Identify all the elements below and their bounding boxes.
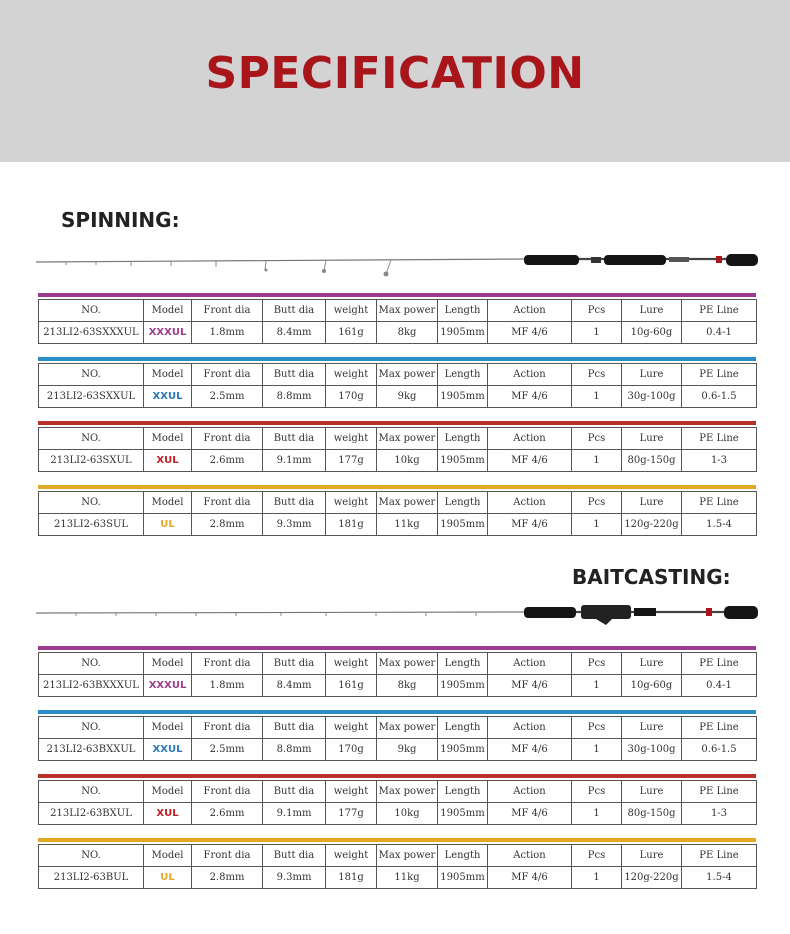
cell-no: 213LI2-63BXUL (39, 803, 144, 825)
col-header-max-power: Max power (377, 364, 438, 386)
col-header-action: Action (488, 653, 572, 675)
table-accent-bar (38, 421, 756, 425)
col-header-length: Length (438, 492, 488, 514)
cell-no: 213LI2-63BXXXUL (39, 675, 144, 697)
table-header-row (39, 428, 757, 450)
baitcasting-table-xul (38, 774, 756, 825)
cell-action: MF 4/6 (488, 514, 572, 536)
table-header-row (39, 364, 757, 386)
cell-lure: 10g-60g (622, 675, 682, 697)
table-row (39, 739, 757, 761)
table-header-row (39, 492, 757, 514)
col-header-weight: weight (326, 653, 377, 675)
spinning-table-xxul (38, 357, 756, 408)
col-header-no: NO. (39, 300, 144, 322)
col-header-pe-line: PE Line (682, 781, 757, 803)
spec-table (38, 299, 757, 344)
cell-front-dia: 2.8mm (192, 867, 263, 889)
cell-action: MF 4/6 (488, 386, 572, 408)
cell-no: 213LI2-63BXXUL (39, 739, 144, 761)
cell-lure: 120g-220g (622, 867, 682, 889)
col-header-lure: Lure (622, 845, 682, 867)
col-header-weight: weight (326, 300, 377, 322)
col-header-action: Action (488, 428, 572, 450)
col-header-length: Length (438, 781, 488, 803)
col-header-front-dia: Front dia (192, 492, 263, 514)
col-header-pcs: Pcs (572, 364, 622, 386)
cell-front-dia: 2.6mm (192, 450, 263, 472)
col-header-weight: weight (326, 492, 377, 514)
col-header-butt-dia: Butt dia (263, 653, 326, 675)
col-header-no: NO. (39, 845, 144, 867)
cell-lure: 10g-60g (622, 322, 682, 344)
baitcasting-rod-illustration (36, 599, 758, 629)
col-header-butt-dia: Butt dia (263, 845, 326, 867)
col-header-no: NO. (39, 717, 144, 739)
table-row (39, 803, 757, 825)
cell-pcs: 1 (572, 450, 622, 472)
cell-pe-line: 0.4-1 (682, 322, 757, 344)
cell-max-power: 9kg (377, 739, 438, 761)
spinning-table-xxxul (38, 293, 756, 344)
page-title: SPECIFICATION (205, 48, 585, 99)
cell-model: XXXUL (144, 675, 192, 697)
cell-length: 1905mm (438, 322, 488, 344)
col-header-butt-dia: Butt dia (263, 428, 326, 450)
cell-pcs: 1 (572, 386, 622, 408)
col-header-no: NO. (39, 428, 144, 450)
col-header-weight: weight (326, 428, 377, 450)
col-header-butt-dia: Butt dia (263, 717, 326, 739)
cell-pcs: 1 (572, 739, 622, 761)
cell-action: MF 4/6 (488, 739, 572, 761)
col-header-weight: weight (326, 364, 377, 386)
cell-max-power: 10kg (377, 450, 438, 472)
cell-model: XXXUL (144, 322, 192, 344)
cell-weight: 181g (326, 514, 377, 536)
col-header-model: Model (144, 428, 192, 450)
col-header-max-power: Max power (377, 653, 438, 675)
cell-butt-dia: 9.1mm (263, 803, 326, 825)
table-row (39, 867, 757, 889)
col-header-no: NO. (39, 364, 144, 386)
cell-model: XXUL (144, 386, 192, 408)
table-header-row (39, 300, 757, 322)
table-row (39, 322, 757, 344)
col-header-lure: Lure (622, 653, 682, 675)
cell-pe-line: 1-3 (682, 803, 757, 825)
cell-no: 213LI2-63SUL (39, 514, 144, 536)
cell-front-dia: 2.5mm (192, 386, 263, 408)
cell-front-dia: 2.8mm (192, 514, 263, 536)
spec-table (38, 780, 757, 825)
cell-max-power: 8kg (377, 675, 438, 697)
cell-front-dia: 2.5mm (192, 739, 263, 761)
cell-action: MF 4/6 (488, 675, 572, 697)
cell-pcs: 1 (572, 675, 622, 697)
col-header-pcs: Pcs (572, 428, 622, 450)
table-accent-bar (38, 774, 756, 778)
baitcasting-section-title: BAITCASTING: (572, 565, 731, 589)
cell-model: UL (144, 867, 192, 889)
col-header-action: Action (488, 781, 572, 803)
col-header-max-power: Max power (377, 845, 438, 867)
col-header-model: Model (144, 300, 192, 322)
table-accent-bar (38, 710, 756, 714)
col-header-action: Action (488, 845, 572, 867)
cell-no: 213LI2-63SXUL (39, 450, 144, 472)
col-header-model: Model (144, 492, 192, 514)
table-accent-bar (38, 838, 756, 842)
spinning-table-ul (38, 485, 756, 536)
col-header-front-dia: Front dia (192, 364, 263, 386)
cell-action: MF 4/6 (488, 867, 572, 889)
col-header-action: Action (488, 364, 572, 386)
cell-no: 213LI2-63SXXUL (39, 386, 144, 408)
col-header-pe-line: PE Line (682, 845, 757, 867)
cell-lure: 30g-100g (622, 739, 682, 761)
cell-max-power: 10kg (377, 803, 438, 825)
col-header-length: Length (438, 428, 488, 450)
col-header-model: Model (144, 653, 192, 675)
cell-pe-line: 0.6-1.5 (682, 386, 757, 408)
table-row (39, 514, 757, 536)
col-header-action: Action (488, 300, 572, 322)
cell-pcs: 1 (572, 322, 622, 344)
col-header-lure: Lure (622, 364, 682, 386)
col-header-butt-dia: Butt dia (263, 364, 326, 386)
col-header-model: Model (144, 364, 192, 386)
spinning-section-title: SPINNING: (61, 208, 180, 232)
cell-butt-dia: 8.8mm (263, 739, 326, 761)
cell-weight: 161g (326, 322, 377, 344)
cell-length: 1905mm (438, 867, 488, 889)
cell-no: 213LI2-63SXXXUL (39, 322, 144, 344)
col-header-pe-line: PE Line (682, 428, 757, 450)
cell-length: 1905mm (438, 803, 488, 825)
cell-pcs: 1 (572, 803, 622, 825)
cell-weight: 177g (326, 450, 377, 472)
cell-length: 1905mm (438, 450, 488, 472)
col-header-length: Length (438, 845, 488, 867)
cell-model: XXUL (144, 739, 192, 761)
spec-table (38, 363, 757, 408)
cell-lure: 80g-150g (622, 450, 682, 472)
cell-length: 1905mm (438, 386, 488, 408)
cell-butt-dia: 8.4mm (263, 675, 326, 697)
cell-lure: 80g-150g (622, 803, 682, 825)
cell-pe-line: 1-3 (682, 450, 757, 472)
col-header-pe-line: PE Line (682, 364, 757, 386)
col-header-max-power: Max power (377, 492, 438, 514)
cell-front-dia: 1.8mm (192, 675, 263, 697)
cell-action: MF 4/6 (488, 450, 572, 472)
spinning-table-xul (38, 421, 756, 472)
col-header-front-dia: Front dia (192, 300, 263, 322)
col-header-max-power: Max power (377, 717, 438, 739)
col-header-pe-line: PE Line (682, 653, 757, 675)
col-header-pe-line: PE Line (682, 492, 757, 514)
table-accent-bar (38, 357, 756, 361)
table-accent-bar (38, 293, 756, 297)
col-header-no: NO. (39, 492, 144, 514)
cell-length: 1905mm (438, 739, 488, 761)
cell-max-power: 9kg (377, 386, 438, 408)
cell-pe-line: 0.4-1 (682, 675, 757, 697)
col-header-action: Action (488, 717, 572, 739)
spec-table (38, 427, 757, 472)
col-header-lure: Lure (622, 428, 682, 450)
col-header-length: Length (438, 300, 488, 322)
cell-max-power: 8kg (377, 322, 438, 344)
col-header-front-dia: Front dia (192, 717, 263, 739)
col-header-butt-dia: Butt dia (263, 492, 326, 514)
spec-table (38, 716, 757, 761)
col-header-pcs: Pcs (572, 717, 622, 739)
cell-max-power: 11kg (377, 514, 438, 536)
spec-table (38, 652, 757, 697)
table-row (39, 675, 757, 697)
cell-pcs: 1 (572, 867, 622, 889)
cell-butt-dia: 8.4mm (263, 322, 326, 344)
baitcasting-table-xxxul (38, 646, 756, 697)
cell-action: MF 4/6 (488, 803, 572, 825)
col-header-no: NO. (39, 653, 144, 675)
cell-model: XUL (144, 450, 192, 472)
col-header-lure: Lure (622, 300, 682, 322)
cell-max-power: 11kg (377, 867, 438, 889)
table-accent-bar (38, 646, 756, 650)
cell-weight: 177g (326, 803, 377, 825)
col-header-model: Model (144, 781, 192, 803)
col-header-model: Model (144, 717, 192, 739)
col-header-max-power: Max power (377, 428, 438, 450)
col-header-front-dia: Front dia (192, 845, 263, 867)
cell-front-dia: 2.6mm (192, 803, 263, 825)
cell-no: 213LI2-63BUL (39, 867, 144, 889)
col-header-pcs: Pcs (572, 492, 622, 514)
col-header-pcs: Pcs (572, 300, 622, 322)
col-header-weight: weight (326, 781, 377, 803)
baitcasting-table-ul (38, 838, 756, 889)
cell-pe-line: 0.6-1.5 (682, 739, 757, 761)
col-header-length: Length (438, 653, 488, 675)
cell-butt-dia: 8.8mm (263, 386, 326, 408)
table-header-row (39, 845, 757, 867)
col-header-pcs: Pcs (572, 781, 622, 803)
cell-length: 1905mm (438, 675, 488, 697)
col-header-max-power: Max power (377, 300, 438, 322)
col-header-pe-line: PE Line (682, 717, 757, 739)
cell-pe-line: 1.5-4 (682, 867, 757, 889)
table-row (39, 386, 757, 408)
cell-lure: 30g-100g (622, 386, 682, 408)
cell-weight: 181g (326, 867, 377, 889)
header-banner (0, 0, 790, 162)
table-header-row (39, 717, 757, 739)
col-header-no: NO. (39, 781, 144, 803)
col-header-pcs: Pcs (572, 653, 622, 675)
cell-pe-line: 1.5-4 (682, 514, 757, 536)
col-header-lure: Lure (622, 492, 682, 514)
col-header-lure: Lure (622, 717, 682, 739)
col-header-length: Length (438, 364, 488, 386)
cell-butt-dia: 9.1mm (263, 450, 326, 472)
cell-weight: 170g (326, 739, 377, 761)
col-header-model: Model (144, 845, 192, 867)
col-header-weight: weight (326, 845, 377, 867)
col-header-lure: Lure (622, 781, 682, 803)
col-header-butt-dia: Butt dia (263, 300, 326, 322)
col-header-butt-dia: Butt dia (263, 781, 326, 803)
col-header-front-dia: Front dia (192, 781, 263, 803)
col-header-front-dia: Front dia (192, 653, 263, 675)
cell-action: MF 4/6 (488, 322, 572, 344)
cell-pcs: 1 (572, 514, 622, 536)
spec-table (38, 491, 757, 536)
cell-model: UL (144, 514, 192, 536)
table-accent-bar (38, 485, 756, 489)
spec-table (38, 844, 757, 889)
table-header-row (39, 781, 757, 803)
cell-weight: 161g (326, 675, 377, 697)
table-row (39, 450, 757, 472)
baitcasting-table-xxul (38, 710, 756, 761)
col-header-max-power: Max power (377, 781, 438, 803)
cell-weight: 170g (326, 386, 377, 408)
cell-lure: 120g-220g (622, 514, 682, 536)
cell-model: XUL (144, 803, 192, 825)
col-header-action: Action (488, 492, 572, 514)
col-header-length: Length (438, 717, 488, 739)
col-header-pcs: Pcs (572, 845, 622, 867)
col-header-weight: weight (326, 717, 377, 739)
cell-front-dia: 1.8mm (192, 322, 263, 344)
cell-butt-dia: 9.3mm (263, 867, 326, 889)
cell-butt-dia: 9.3mm (263, 514, 326, 536)
col-header-front-dia: Front dia (192, 428, 263, 450)
spinning-rod-illustration (36, 247, 758, 277)
cell-length: 1905mm (438, 514, 488, 536)
col-header-pe-line: PE Line (682, 300, 757, 322)
table-header-row (39, 653, 757, 675)
